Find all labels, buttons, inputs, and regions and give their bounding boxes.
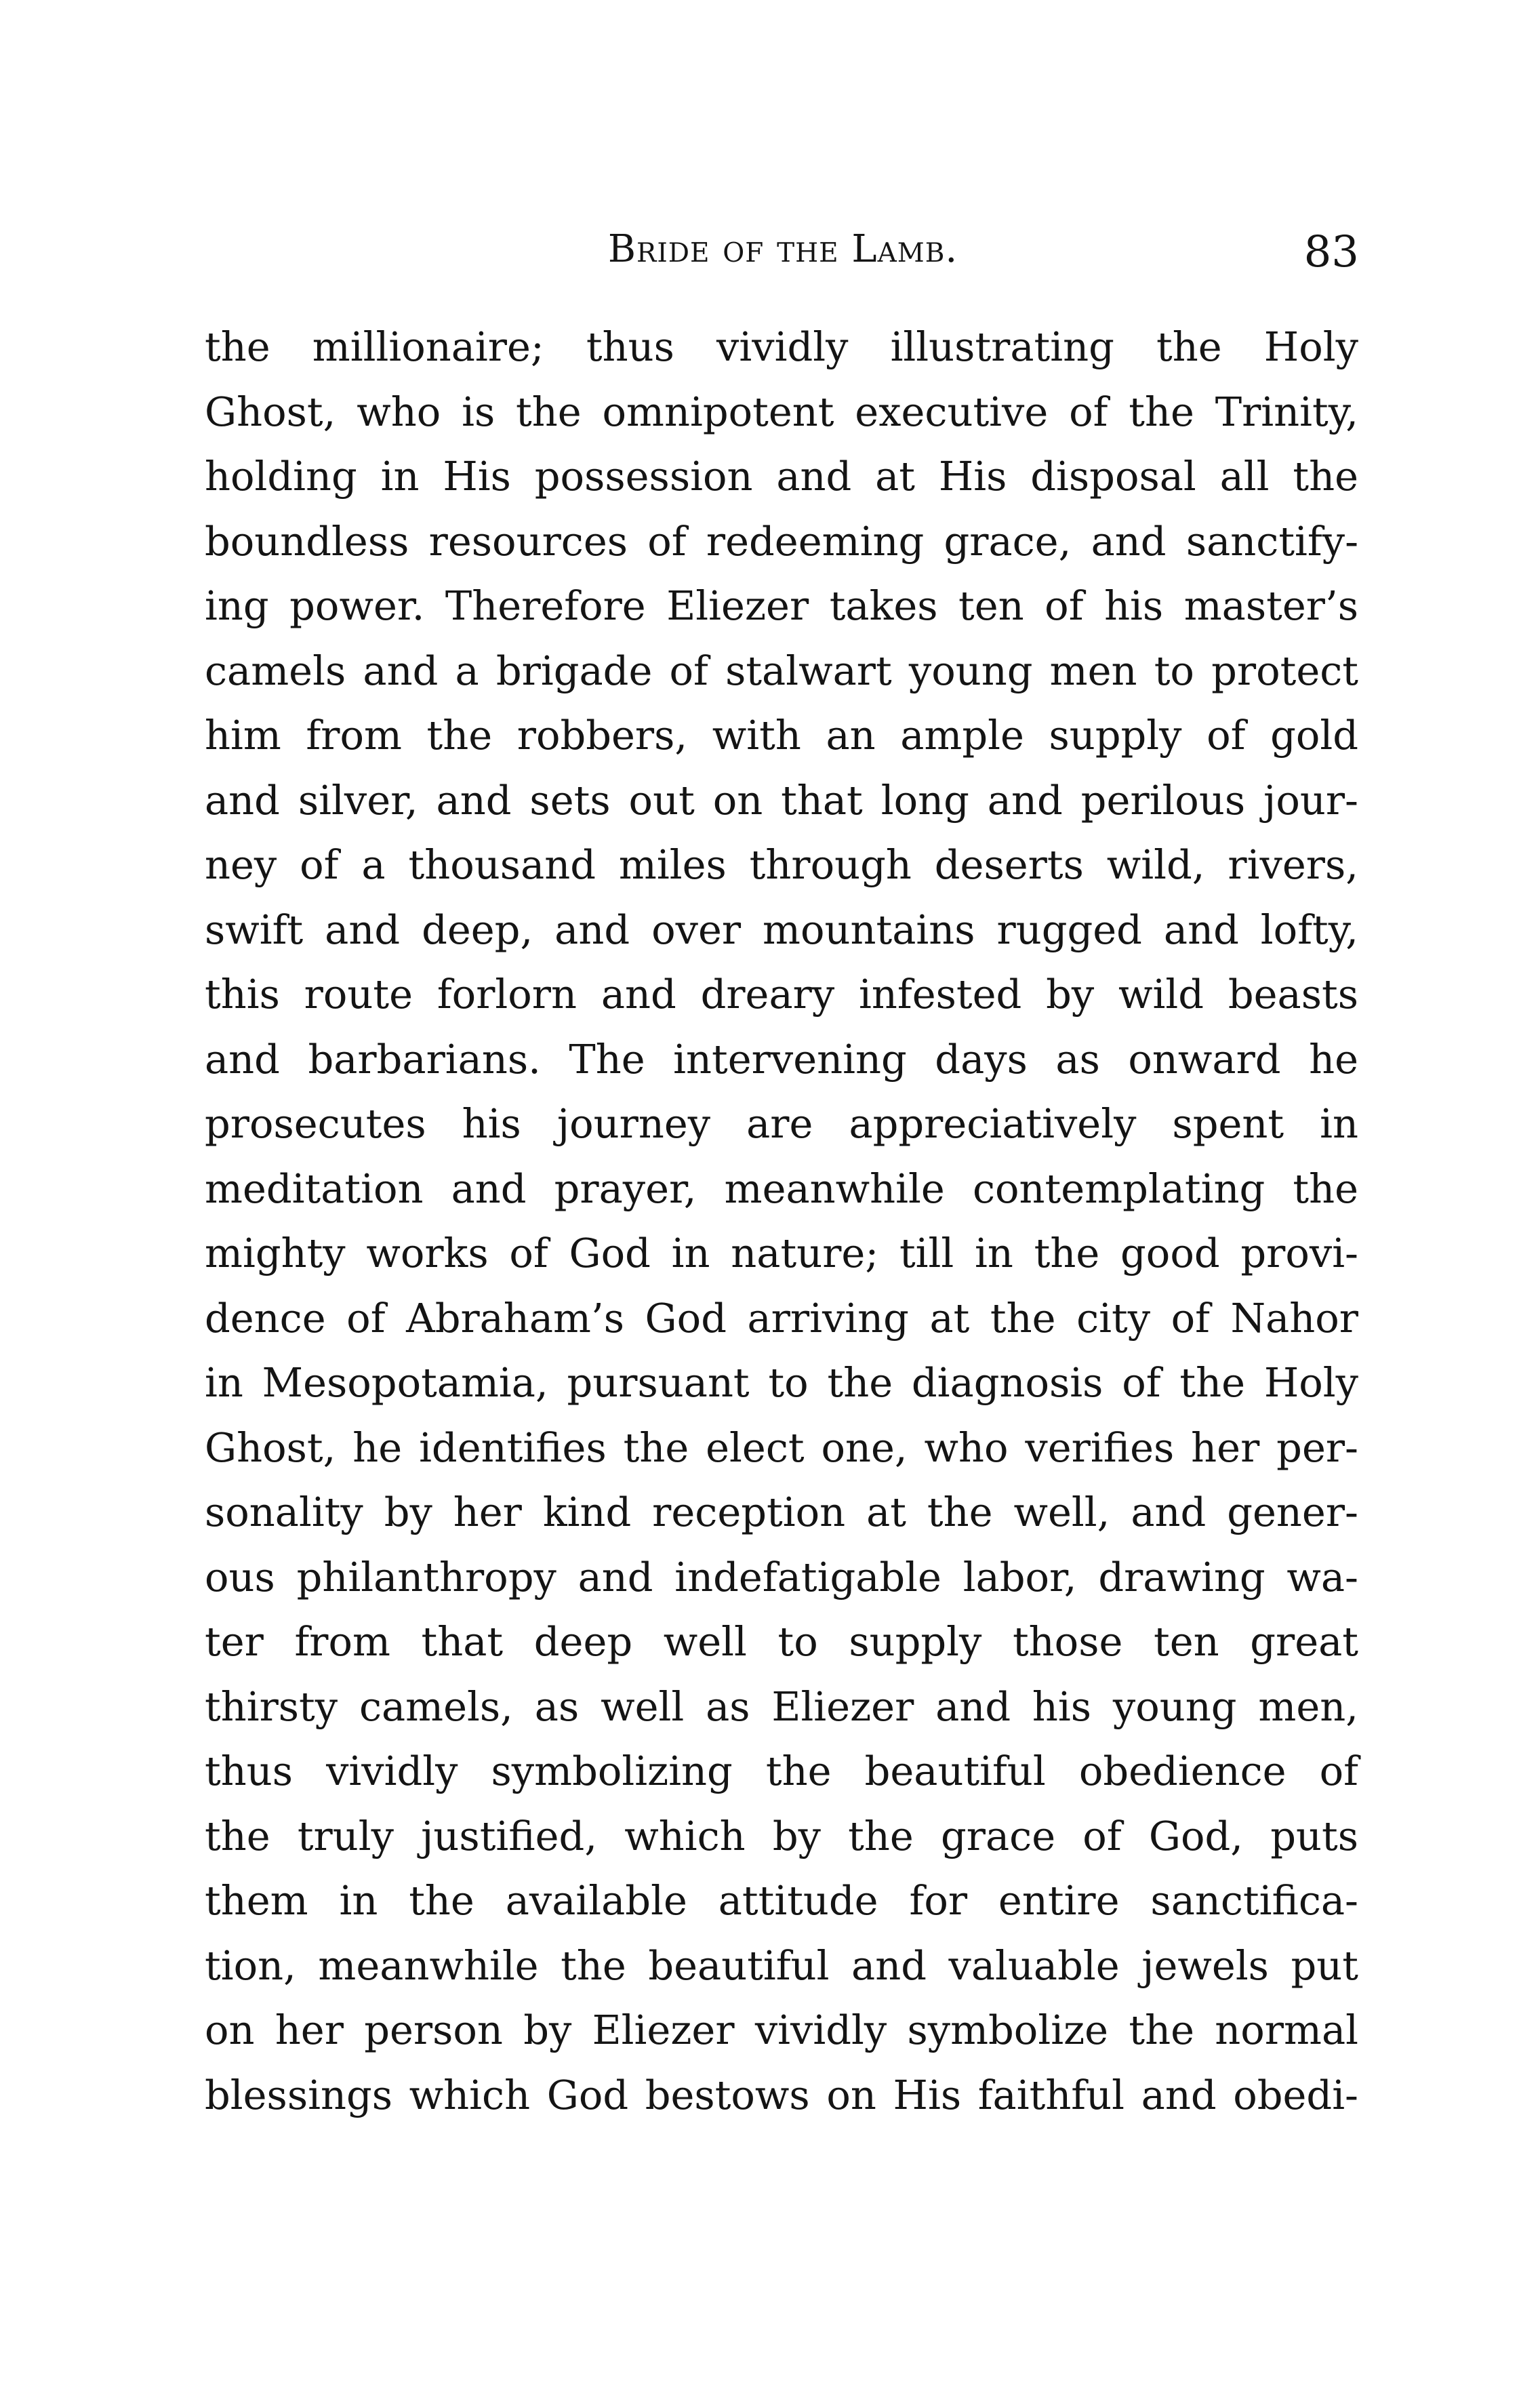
- body-text: [205, 315, 1358, 2127]
- running-title: Bride of the Lamb.: [607, 227, 958, 271]
- text-line: Ghost, who is the omnipotent executive of the Trinity,: [205, 388, 1358, 435]
- text-line: tion, meanwhile the beautiful and valuable jewels put: [205, 1941, 1358, 1989]
- text-line: this route forlorn and dreary infested by wild beasts: [205, 971, 1358, 1018]
- text-line: sonality by her kind reception at the well, and gener-: [205, 1489, 1358, 1535]
- text-line: on her person by Eliezer vividly symbolize the normal: [205, 2007, 1358, 2053]
- text-line: dence of Abraham’s God arriving at the city of Nahor: [205, 1294, 1358, 1342]
- text-line: swift and deep, and over mountains rugged and lofty,: [205, 906, 1358, 953]
- text-line: the truly justified, which by the grace of God, puts: [205, 1812, 1358, 1859]
- text-line: thus vividly symbolizing the beautiful obedience of: [205, 1748, 1358, 1794]
- text-line: Ghost, he identifies the elect one, who verifies her per-: [205, 1424, 1358, 1471]
- text-line: ney of a thousand miles through deserts wild, rivers,: [205, 841, 1358, 888]
- text-line: meditation and prayer, meanwhile contemplating the: [205, 1165, 1358, 1212]
- text-line: and silver, and sets out on that long and perilous jour-: [205, 776, 1358, 824]
- text-line: them in the available attitude for entire sanctifica-: [205, 1877, 1358, 1924]
- text-line: blessings which God bestows on His faithful and obedi-: [205, 2071, 1358, 2118]
- text-line: thirsty camels, as well as Eliezer and his young men,: [205, 1683, 1358, 1730]
- text-line: him from the robbers, with an ample supply of gold: [205, 712, 1358, 759]
- text-line: ter from that deep well to supply those ten great: [205, 1618, 1358, 1665]
- text-line: ing power. Therefore Eliezer takes ten of his master’s: [205, 582, 1358, 629]
- text-line: the millionaire; thus vividly illustrating the Holy: [205, 323, 1358, 370]
- page-number: 83: [1303, 227, 1359, 277]
- text-line: boundless resources of redeeming grace, and sanctify-: [205, 517, 1358, 565]
- running-head: [207, 216, 1359, 283]
- text-line: holding in His possession and at His disposal all the: [205, 453, 1358, 500]
- text-line: prosecutes his journey are appreciatively spent in: [205, 1100, 1358, 1147]
- text-line: mighty works of God in nature; till in the good provi-: [205, 1230, 1358, 1276]
- text-line: and barbarians. The intervening days as onward he: [205, 1035, 1358, 1083]
- text-line: in Mesopotamia, pursuant to the diagnosis of the Holy: [205, 1359, 1358, 1406]
- text-line: camels and a brigade of stalwart young men to protect: [205, 647, 1358, 694]
- text-line: ous philanthropy and indefatigable labor, drawing wa-: [205, 1553, 1358, 1601]
